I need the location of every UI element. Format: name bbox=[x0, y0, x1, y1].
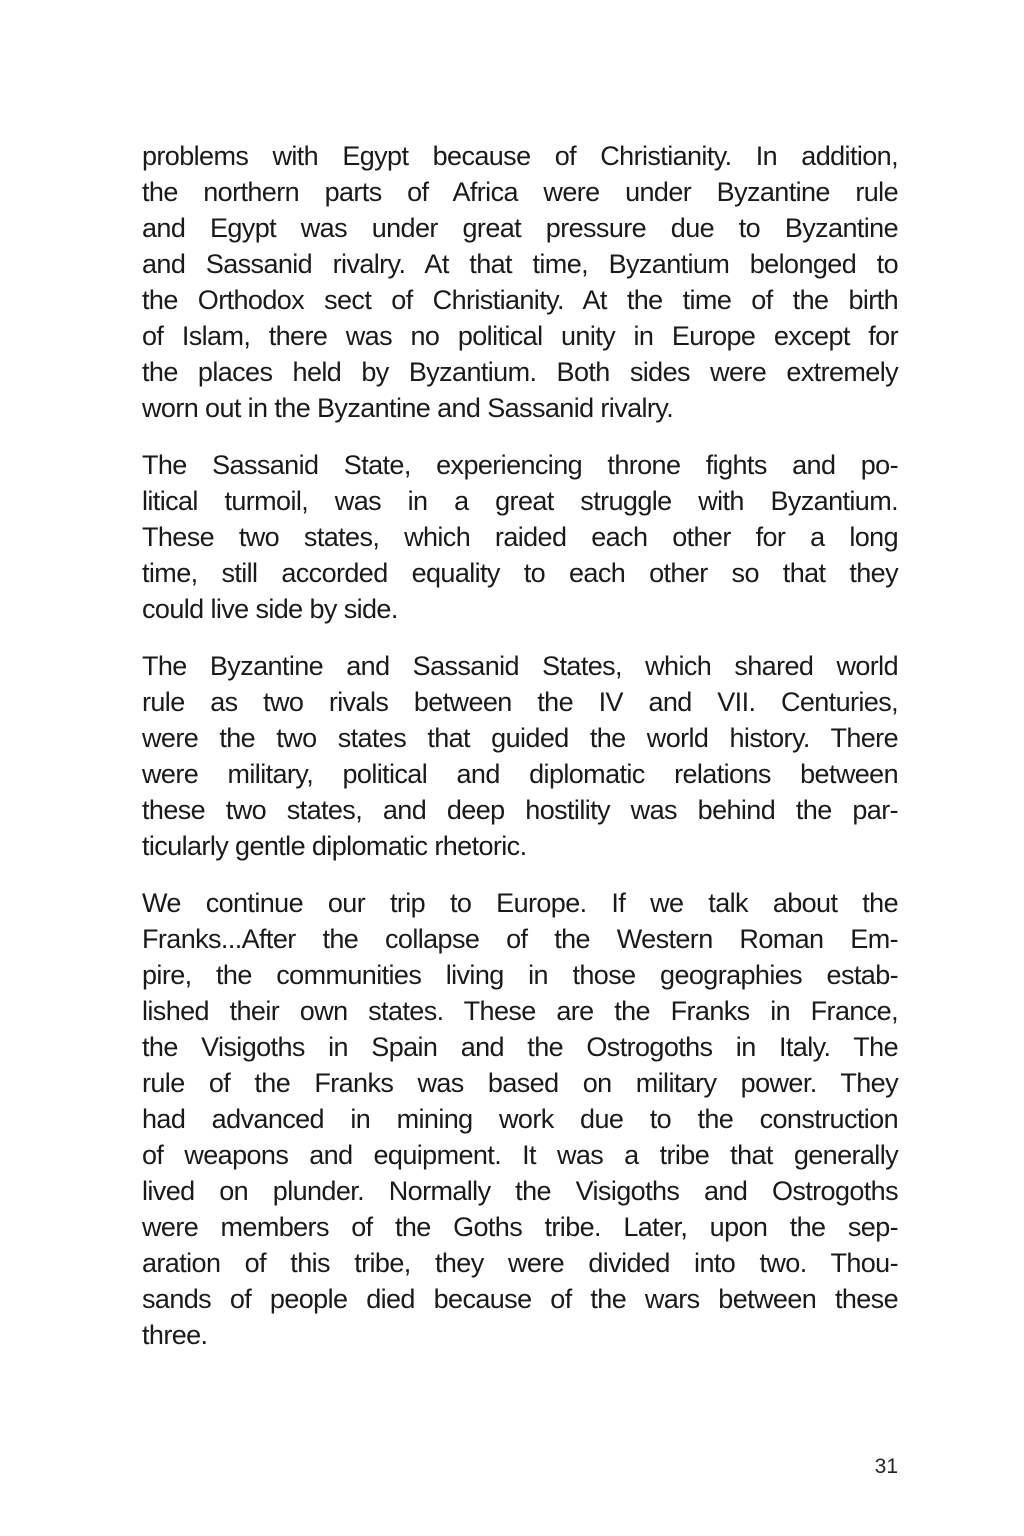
paragraph-2 bbox=[142, 447, 898, 627]
text-line: rule as two rivals between the IV and VII. Centuries, bbox=[142, 687, 898, 717]
text-line: and Sassanid rivalry. At that time, Byzantium belonged to bbox=[142, 249, 898, 279]
text-line: lived on plunder. Normally the Visigoths and Ostrogoths bbox=[142, 1176, 898, 1206]
text-line: of Islam, there was no political unity in Europe except for bbox=[142, 321, 898, 351]
text-line: ticularly gentle diplomatic rhetoric. bbox=[142, 831, 527, 861]
text-line: were military, political and diplomatic relations between bbox=[142, 759, 898, 789]
text-line: were members of the Goths tribe. Later, upon the sep- bbox=[142, 1212, 898, 1242]
text-line: The Sassanid State, experiencing throne fights and po- bbox=[142, 450, 898, 480]
text-line: the Visigoths in Spain and the Ostrogoths in Italy. The bbox=[142, 1032, 898, 1062]
text-line: could live side by side. bbox=[142, 594, 398, 624]
text-line: rule of the Franks was based on military power. They bbox=[142, 1068, 898, 1098]
text-line: problems with Egypt because of Christianity. In addition, bbox=[142, 141, 898, 171]
text-line: the places held by Byzantium. Both sides were extremely bbox=[142, 357, 898, 387]
text-line: the Orthodox sect of Christianity. At the time of the birth bbox=[142, 285, 898, 315]
text-line: were the two states that guided the world history. There bbox=[142, 723, 898, 753]
text-line: We continue our trip to Europe. If we talk about the bbox=[142, 888, 898, 918]
page-body bbox=[142, 138, 898, 1374]
page-number: 31 bbox=[874, 1455, 898, 1478]
text-line: The Byzantine and Sassanid States, which shared world bbox=[142, 651, 898, 681]
paragraph-1 bbox=[142, 138, 898, 426]
text-line: the northern parts of Africa were under Byzantine rule bbox=[142, 177, 898, 207]
text-line: sands of people died because of the wars between these bbox=[142, 1284, 898, 1314]
text-line: and Egypt was under great pressure due to Byzantine bbox=[142, 213, 898, 243]
text-line: lished their own states. These are the Franks in France, bbox=[142, 996, 898, 1026]
text-line: of weapons and equipment. It was a tribe that generally bbox=[142, 1140, 898, 1170]
text-line: These two states, which raided each other for a long bbox=[142, 522, 898, 552]
text-line: time, still accorded equality to each other so that they bbox=[142, 558, 898, 588]
text-line: pire, the communities living in those geographies estab- bbox=[142, 960, 898, 990]
text-line: worn out in the Byzantine and Sassanid rivalry. bbox=[142, 393, 674, 423]
paragraph-4 bbox=[142, 885, 898, 1353]
text-line: had advanced in mining work due to the construction bbox=[142, 1104, 898, 1134]
text-line: litical turmoil, was in a great struggle with Byzantium. bbox=[142, 486, 898, 516]
text-line: Franks...After the collapse of the Western Roman Em- bbox=[142, 924, 898, 954]
text-line: these two states, and deep hostility was behind the par- bbox=[142, 795, 898, 825]
text-line: three. bbox=[142, 1320, 208, 1350]
text-line: aration of this tribe, they were divided into two. Thou- bbox=[142, 1248, 898, 1278]
paragraph-3 bbox=[142, 648, 898, 864]
